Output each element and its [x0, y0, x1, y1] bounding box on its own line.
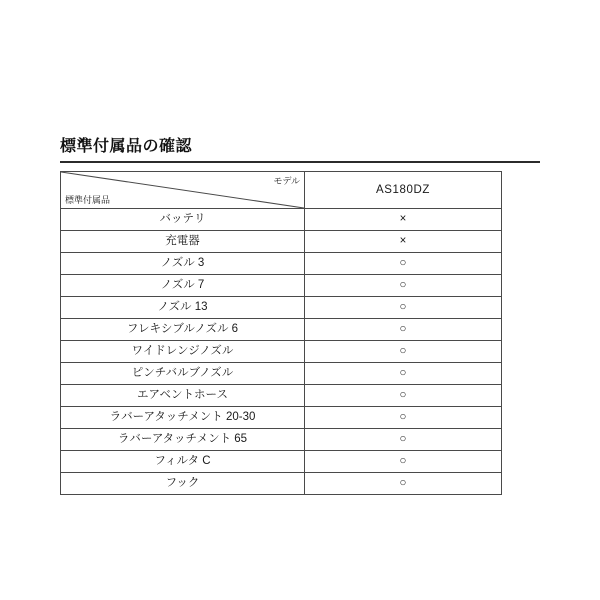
table-row: [61, 341, 502, 363]
table-row: [61, 209, 502, 231]
accessory-name: フレキシブルノズル 6: [61, 319, 305, 341]
accessory-name: フィルタ C: [61, 451, 305, 473]
availability-mark: ○: [305, 451, 502, 473]
availability-mark: ○: [305, 473, 502, 495]
accessory-name: バッテリ: [61, 209, 305, 231]
header-item-label: 標準付属品: [65, 195, 111, 205]
accessory-check-section: [60, 133, 540, 495]
table-row: [61, 253, 502, 275]
header-split-cell: [61, 172, 305, 209]
table-row: [61, 407, 502, 429]
accessory-name: ラバーアタッチメント 20-30: [61, 407, 305, 429]
table-row: [61, 319, 502, 341]
availability-mark: ○: [305, 385, 502, 407]
accessory-name: ノズル 3: [61, 253, 305, 275]
table-row: [61, 451, 502, 473]
accessory-name: ラバーアタッチメント 65: [61, 429, 305, 451]
table-row: [61, 473, 502, 495]
availability-mark: ○: [305, 341, 502, 363]
accessory-name: ワイドレンジノズル: [61, 341, 305, 363]
availability-mark: ○: [305, 363, 502, 385]
availability-mark: ○: [305, 275, 502, 297]
accessory-name: ノズル 7: [61, 275, 305, 297]
availability-mark: ○: [305, 297, 502, 319]
table-row: [61, 363, 502, 385]
accessory-name: 充電器: [61, 231, 305, 253]
availability-mark: ×: [305, 209, 502, 231]
accessory-name: フック: [61, 473, 305, 495]
accessory-name: ノズル 13: [61, 297, 305, 319]
availability-mark: ○: [305, 429, 502, 451]
availability-mark: ○: [305, 253, 502, 275]
table-body: [61, 209, 502, 495]
availability-mark: ○: [305, 407, 502, 429]
availability-mark: ×: [305, 231, 502, 253]
header-model-label: モデル: [273, 176, 300, 186]
availability-mark: ○: [305, 319, 502, 341]
accessory-name: ピンチバルブノズル: [61, 363, 305, 385]
header-model-name: AS180DZ: [305, 172, 502, 209]
standard-accessories-table: [60, 171, 502, 495]
table-header-row: [61, 172, 502, 209]
table-row: [61, 297, 502, 319]
table-row: [61, 385, 502, 407]
accessory-name: エアベントホース: [61, 385, 305, 407]
table-row: [61, 275, 502, 297]
table-row: [61, 429, 502, 451]
page-title: 標準付属品の確認: [60, 133, 540, 163]
table-row: [61, 231, 502, 253]
